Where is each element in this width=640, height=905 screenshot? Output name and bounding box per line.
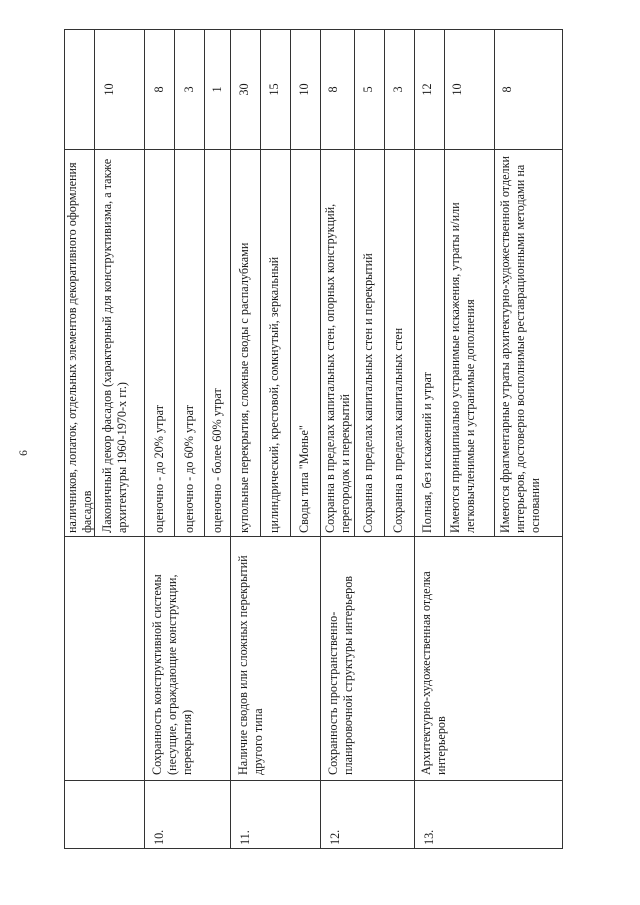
- table-row: Сохранна в пределах капитальных стен и перекрытий: [361, 253, 375, 533]
- table-border: [354, 29, 355, 537]
- score-cell: 12: [420, 83, 434, 96]
- table-border: [144, 29, 145, 849]
- table-row: Лаконичный декор фасадов (характерный для конструктивизма, а также архитектуры 1960-1970-х гг.): [100, 158, 130, 533]
- table-border: [64, 149, 563, 150]
- table-row: оценочно - до 60% утрат: [182, 404, 196, 533]
- table-row: Имеются принципиально устранимые искажения, утраты и/или легковычленимые и устранимые дополнения: [448, 202, 478, 533]
- score-cell: 15: [267, 83, 281, 96]
- score-cell: 8: [152, 86, 166, 93]
- table-row: Сохранна в пределах капитальных стен, опорных конструкций, перегородок и перекрытий: [323, 203, 353, 533]
- row-number: 12.: [328, 829, 342, 845]
- table-row: Сохранна в пределах капитальных стен: [391, 327, 405, 533]
- table-row: оценочно - до 20% утрат: [152, 404, 166, 533]
- score-cell: 8: [500, 86, 514, 93]
- score-cell: 1: [210, 86, 224, 93]
- table-row: купольные перекрытия, сложные своды с распалубками: [237, 242, 251, 533]
- continuation-text: наличников, лопаток, отдельных элементов декоративного оформления фасадов: [65, 162, 94, 533]
- criteria-table: [64, 29, 563, 849]
- score-cell: 8: [326, 86, 340, 93]
- row-number: 11.: [238, 830, 252, 845]
- table-border: [94, 29, 95, 537]
- table-border: [320, 29, 321, 849]
- score-cell: 10: [102, 83, 116, 96]
- row-number: 10.: [152, 829, 166, 845]
- continuation-score: [72, 30, 92, 149]
- criterion-text: Архитектурно-художественная отделка интерьеров: [419, 571, 449, 775]
- score-cell: 3: [391, 86, 405, 93]
- table-border: [230, 29, 231, 849]
- score-cell: 5: [361, 86, 375, 93]
- table-border: [290, 29, 291, 537]
- table-border: [174, 29, 175, 537]
- score-cell: 10: [450, 83, 464, 96]
- table-row: цилиндрический, крестовой, сомкнутый, зеркальный: [267, 256, 281, 533]
- table-border: [414, 29, 415, 849]
- page-number: 6: [18, 450, 30, 456]
- table-row: оценочно - более 60% утрат: [210, 388, 224, 533]
- score-cell: 30: [237, 83, 251, 96]
- table-border: [64, 848, 563, 849]
- criterion-text: Сохранность пространственно-планировочной структуры интерьеров: [326, 575, 356, 775]
- table-border: [444, 29, 445, 537]
- table-row: Своды типа "Монье": [297, 425, 311, 533]
- criterion-text: Наличие сводов или сложных перекрытий другого типа: [236, 555, 266, 775]
- table-border: [64, 536, 563, 537]
- table-row: Полная, без искажений и утрат: [420, 372, 434, 533]
- score-cell: 3: [182, 86, 196, 93]
- table-border: [562, 29, 563, 849]
- table-border: [204, 29, 205, 537]
- table-row: Имеются фрагментарные утраты архитектурно-художественной отделки интерьеров, достоверно восполнимые реставрационными методами на основании: [498, 155, 543, 533]
- row-number: 13.: [422, 829, 436, 845]
- table-border: [260, 29, 261, 537]
- table-border: [64, 780, 563, 781]
- criterion-text: Сохранность конструктивной системы (несущие, ограждающие конструкции, перекрытия): [150, 574, 195, 775]
- table-border: [384, 29, 385, 537]
- table-border: [494, 29, 495, 537]
- score-cell: 10: [297, 83, 311, 96]
